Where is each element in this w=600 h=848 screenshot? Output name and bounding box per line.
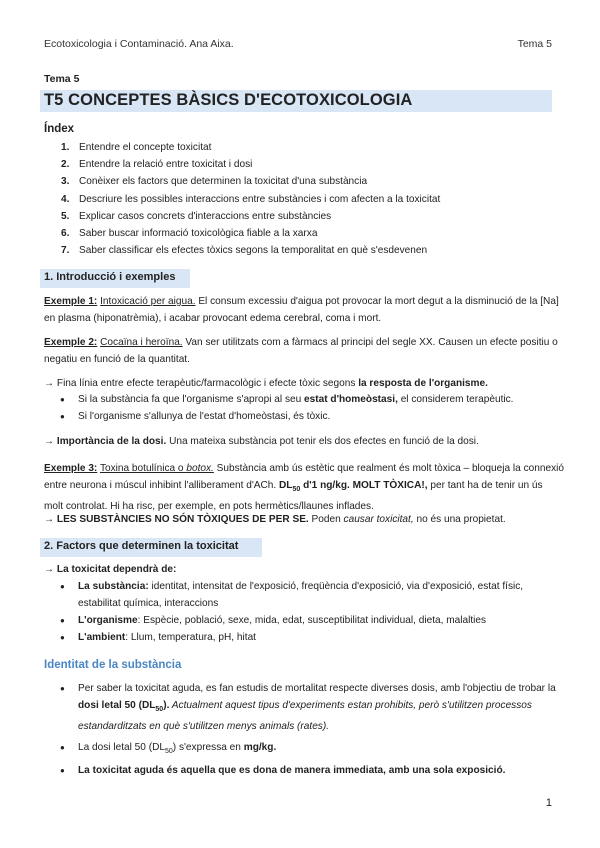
page-number: 1 (545, 797, 552, 809)
example2-paragraph: Exemple 2: Cocaïna i heroïna. Van ser utilitzats com a fàrmacs al principi del segle XX. Causen un efecte positiu o negatiu en funció de la quantitat. (44, 337, 558, 365)
factors-bullets (60, 578, 560, 646)
index-item: 2. Entendre la relació entre toxicitat i dosi (61, 159, 253, 171)
index-item: 7. Saber classificar els efectes tòxics segons la temporalitat en què s'esdevenen (61, 245, 428, 257)
index-list (44, 139, 564, 259)
index-item: 3. Conèixer els factors que determinen la toxicitat d'una substància (61, 176, 368, 188)
section2-heading: 2. Factors que determinen la toxicitat (44, 540, 239, 552)
index-item: 4. Descriure les possibles interaccions entre substàncies i com afecten a la toxicitat (61, 193, 441, 205)
list-item: ● La dosi letal 50 $(DL_{50})$ s'expressa en mg/kg. (60, 739, 560, 760)
topic-label: Tema 5 (44, 73, 80, 85)
header-topic: Tema 5 (517, 38, 552, 50)
list-item: ● L'organisme: Espècie, població, sexe, mida, edat, susceptibilitat individual, dieta, malalties (60, 612, 560, 629)
index-item: 5. Explicar casos concrets d'interaccions entre substàncies (61, 210, 332, 222)
list-item: ● La toxicitat aguda és aquella que es dona de manera immediata, amb una sola exposició. (60, 762, 560, 779)
index-item: 6. Saber buscar informació toxicològica fiable a la xarxa (61, 227, 318, 239)
header-title: Ecotoxicologia i Contaminació. Ana Aixa. (44, 38, 234, 50)
list-item: ● La substància: identitat, intensitat de l'exposició, freqüència d'exposició, via d'exposició, estat físic, estabilitat química, interaccions (60, 578, 560, 612)
dose-line: → Importància de la dosi. Una mateixa substància pot tenir els dos efectes en funció de la dosi. (44, 436, 479, 447)
therapeutic-line: → Fina línia entre efecte terapèutic/farmacològic i efecte tòxic segons la resposta de l'organisme. (44, 378, 488, 389)
index-heading: Índex (44, 123, 75, 135)
list-item: ● Per saber la toxicitat aguda, es fan estudis de mortalitat respecte diverses dosis, amb l'objectiu de trobar la dosi letal 50 $(DL_{50})$. Actualment aquest tipus d'experiments estan prohibits, però s'utilitzen processos estandarditzats en què s'utilitzen menys animals (rates). (60, 680, 560, 735)
example1-paragraph: Exemple 1: Intoxicació per aigua. El consum excessiu d'aigua pot provocar la mort degut a la disminució de la [Na] en plasma (hiponatrèmia), i acabar provocant edema cerebral, coma i mort. (44, 296, 559, 324)
index-item: 1. Entendre el concepte toxicitat (61, 142, 212, 153)
not-toxic-per-se-line: → LES SUBSTÀNCIES NO SÓN TÒXIQUES DE PER SE. Poden causar toxicitat, no és una propietat. (44, 514, 506, 525)
page-title: T5 CONCEPTES BÀSICS D'ECOTOXICOLOGIA (44, 91, 413, 109)
section1-heading: 1. Introducció i exemples (44, 271, 176, 283)
example3-paragraph: Exemple 3: Toxina botulínica o botox. Substància amb ús estètic que realment és molt tòxica – bloqueja la connexió entre neurona i múscul inhibint l'alliberament d'ACh. $DL_{50}$ d'1 ng/kg. MOLT TÒXICA!, per tant ha de tenir un ús molt controlat. Hi ha risc, per exemple, en pots hermètics/llaunes inflades. (44, 463, 564, 513)
depends-intro: → La toxicitat dependrà de: (44, 564, 177, 575)
identity-bullets (60, 680, 560, 779)
homeostasis-bullets (60, 391, 560, 425)
subsection-heading: Identitat de la substància (44, 659, 182, 671)
list-item: ● Si la substància fa que l'organisme s'apropi al seu estat d'homeòstasi, el considerem terapèutic. (60, 391, 560, 408)
list-item: ● L'ambient: Llum, temperatura, pH, hitat (60, 629, 560, 646)
list-item: ● Si l'organisme s'allunya de l'estat d'homeòstasi, és tòxic. (60, 408, 560, 425)
